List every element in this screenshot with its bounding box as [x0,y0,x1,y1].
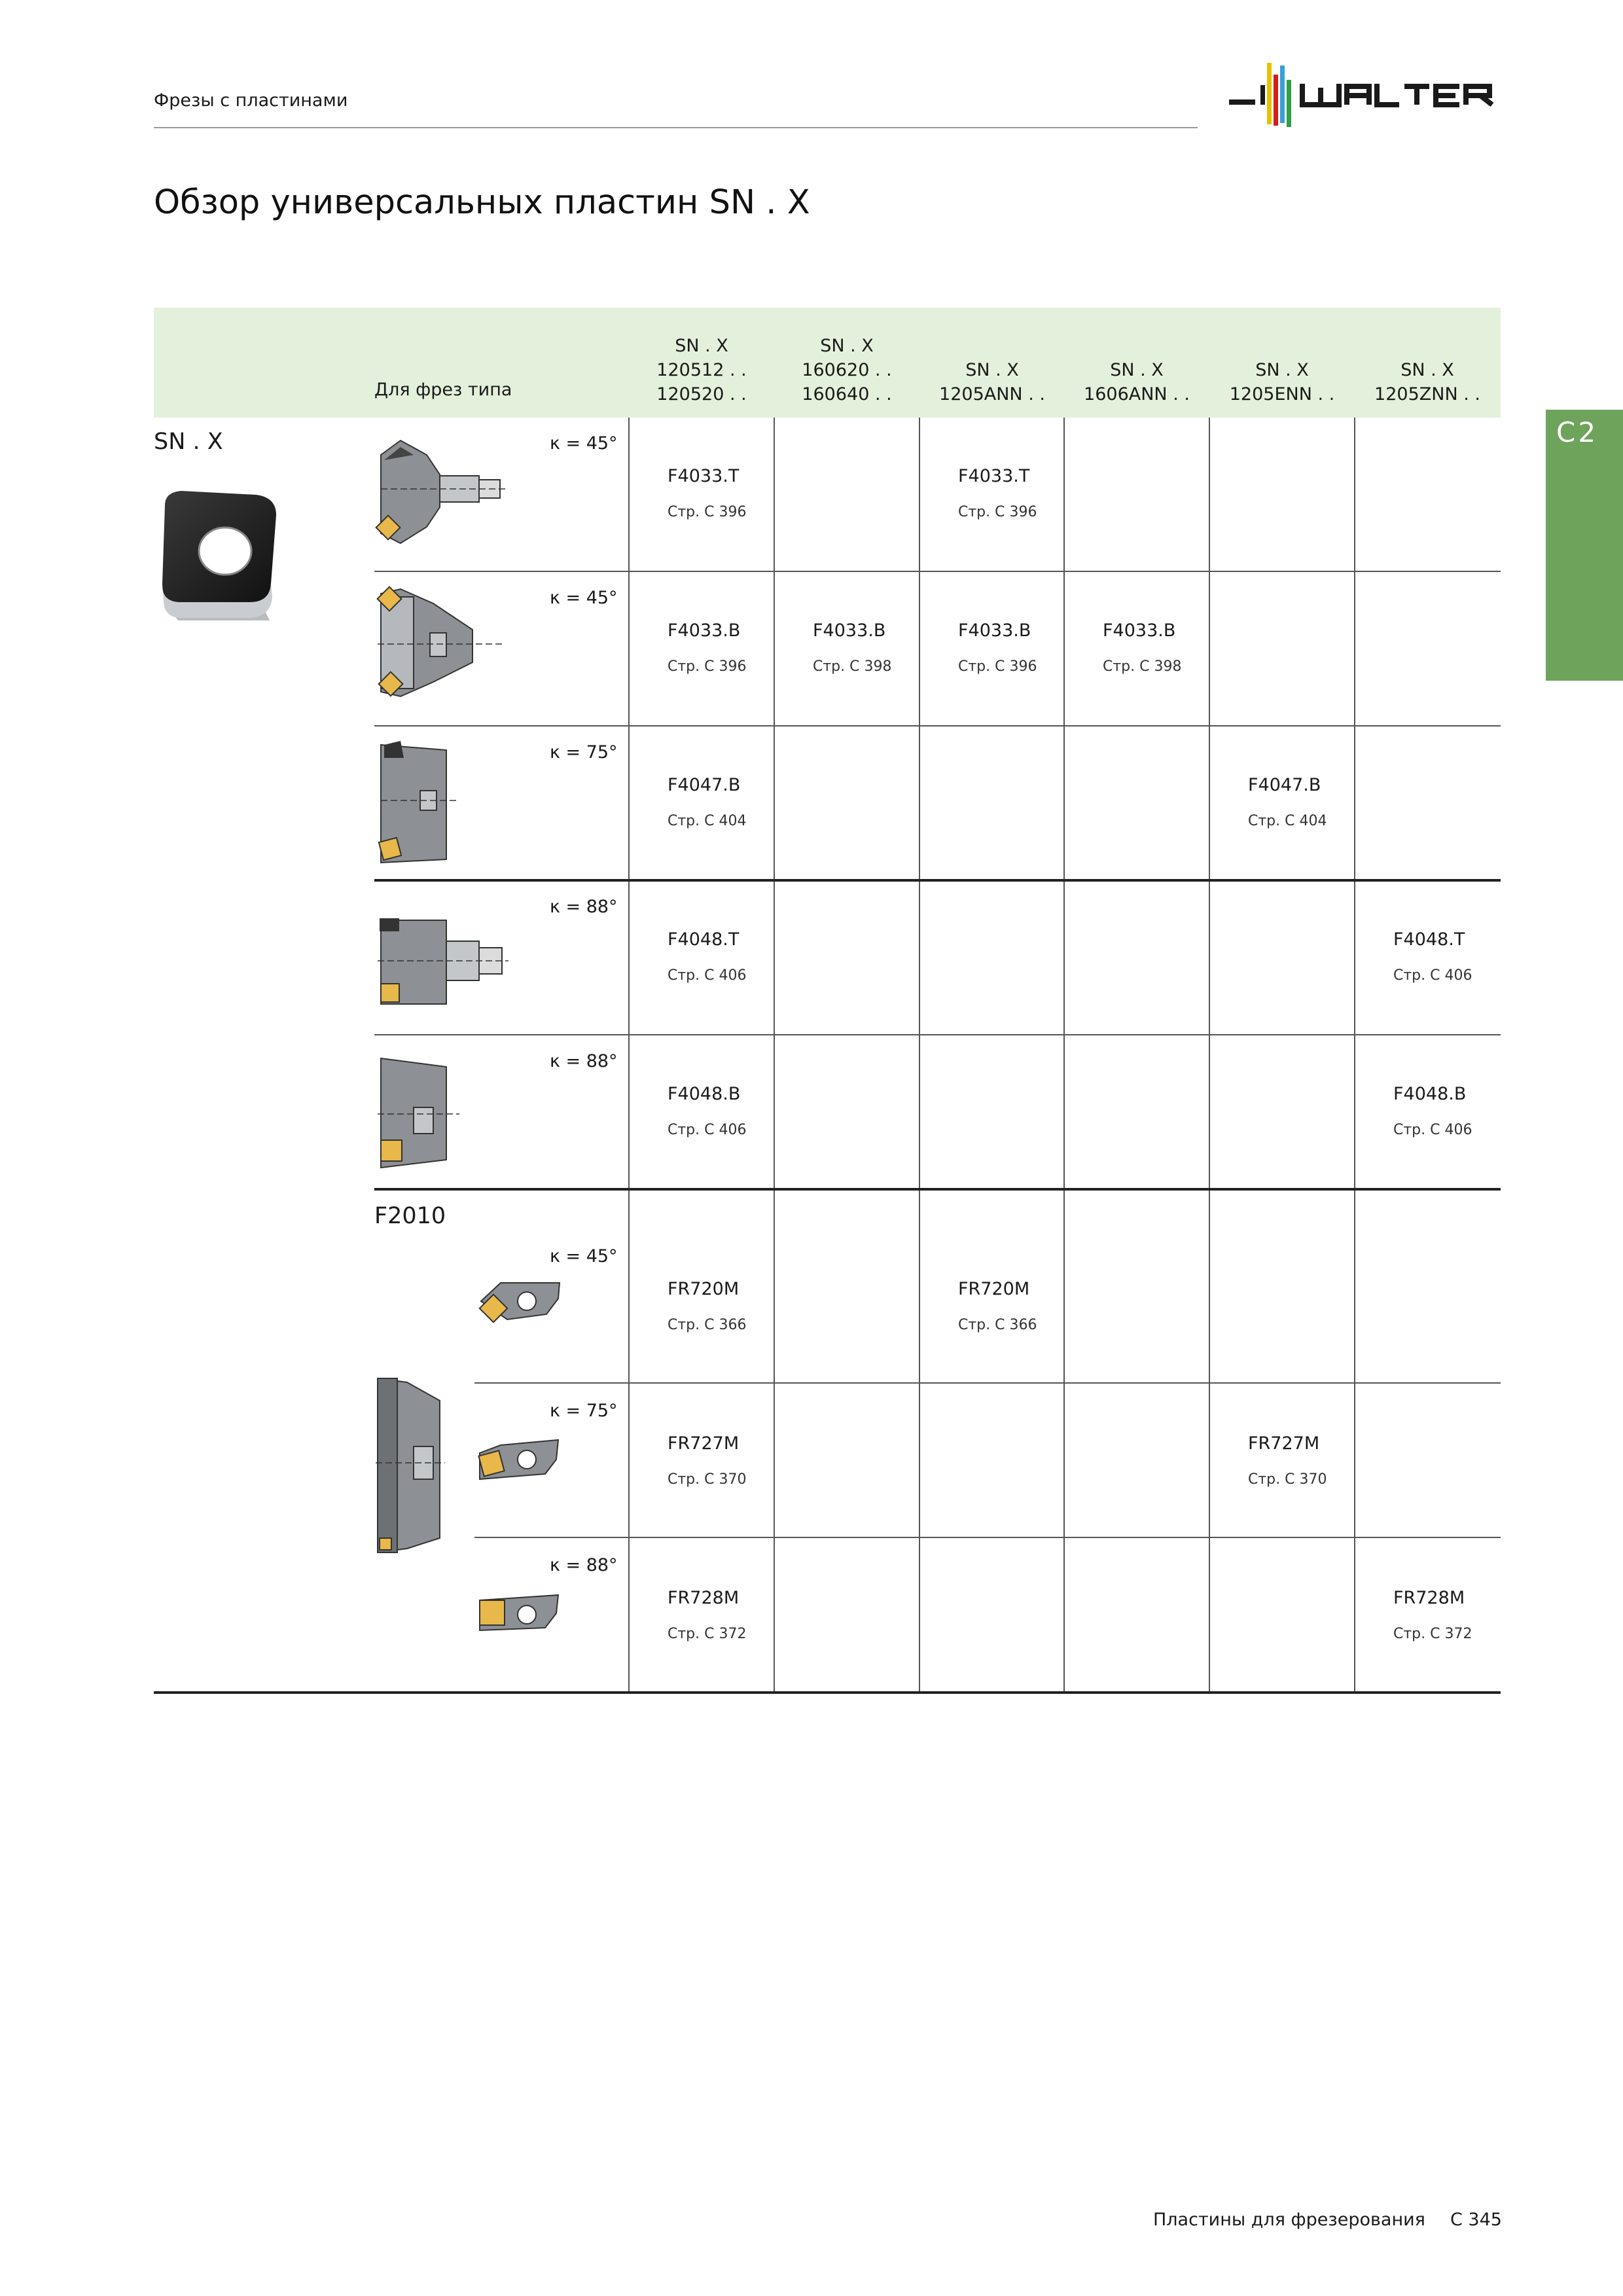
page-reference: Стр. C 406 [668,1122,747,1138]
page-reference: Стр. C 370 [1248,1471,1327,1488]
cartridge-fr727m-image [474,1433,563,1495]
page-reference: Стр. C 366 [958,1317,1037,1333]
column-divider [1063,418,1065,1693]
cutter-code-link[interactable]: F4033.B [813,620,886,641]
row-divider [374,1188,1501,1191]
cutter-code-link[interactable]: F4033.B [668,620,741,641]
header-divider [154,127,1198,128]
column-divider [1209,418,1210,1693]
column-header: SN . X 1205ENN . . [1229,360,1335,404]
page-reference: Стр. C 370 [668,1471,747,1488]
row-divider [374,571,1501,572]
brand-name: WALTER [1229,60,1232,61]
cutter-f4048t-image [374,915,512,1016]
column-header: SN . X 120512 . . 120520 . . [656,336,747,404]
cutter-f4047b-image [374,738,466,872]
page-reference: Стр. C 372 [668,1626,747,1642]
kappa-angle: κ = 88° [550,1051,618,1071]
kappa-angle: κ = 45° [550,588,618,608]
page-title: Обзор универсальных пластин SN . X [154,183,810,222]
kappa-angle: κ = 75° [550,1401,618,1421]
page-reference: Стр. C 406 [1393,1122,1472,1138]
page-reference: Стр. C 396 [668,658,747,675]
cutter-code-link[interactable]: FR727M [668,1433,740,1454]
page-reference: Стр. C 406 [1393,967,1472,984]
cutter-f4048b-image [374,1055,466,1175]
column-divider [1354,418,1355,1693]
page-reference: Стр. C 406 [668,967,747,984]
column-divider [628,418,630,1693]
cartridge-fr728m-image [474,1587,563,1649]
cutter-code-link[interactable]: FR720M [958,1279,1030,1299]
walter-logo [1229,60,1501,132]
row-divider [374,725,1501,726]
page-reference: Стр. C 366 [668,1317,747,1333]
page-reference: Стр. C 404 [668,813,747,829]
cutter-f4033t-image [374,435,512,556]
cutter-f2010-image [374,1374,446,1560]
cutter-code-link[interactable]: F4048.B [668,1084,741,1104]
kappa-angle: κ = 88° [550,1555,618,1575]
row-divider [474,1537,1501,1538]
column-header: SN . X 1205ZNN . . [1374,360,1480,404]
page-reference: Стр. C 372 [1393,1626,1472,1642]
chapter-tab-label: C2 [1556,416,1599,448]
column-header: SN . X 1205ANN . . [939,360,1045,404]
page-number: C 345 [1450,2210,1502,2230]
cutter-code-link[interactable]: F4048.B [1393,1084,1467,1104]
cutter-code-link[interactable]: F4033.T [958,466,1030,486]
cutter-code-link[interactable]: F4048.T [668,929,740,950]
sn-insert-image [152,486,279,620]
column-divider [919,418,920,1693]
kappa-angle: κ = 45° [550,433,618,454]
cutter-code-link[interactable]: F4048.T [1393,929,1465,950]
cutter-code-link[interactable]: F4033.T [668,466,740,486]
row-divider [474,1382,1501,1384]
cutter-code-link[interactable]: FR727M [1248,1433,1320,1454]
page-reference: Стр. C 398 [1103,658,1182,675]
cutter-code-link[interactable]: F4033.B [1103,620,1176,641]
cutter-code-link[interactable]: FR728M [668,1588,740,1608]
kappa-angle: κ = 88° [550,897,618,917]
cutter-code-link[interactable]: F4047.B [668,775,741,795]
cutter-code-link[interactable]: FR728M [1393,1588,1465,1608]
cutter-code-link[interactable]: F4033.B [958,620,1031,641]
cutter-f4033b-image [374,584,512,704]
table-bottom-border [154,1691,1501,1694]
column-header: SN . X 1606ANN . . [1084,360,1190,404]
section-title: Фрезы с пластинами [154,90,348,111]
cutter-code-link[interactable]: F4047.B [1248,775,1321,795]
chapter-tab[interactable] [1546,410,1623,681]
cartridge-fr720m-image [474,1275,563,1336]
page-reference: Стр. C 398 [813,658,892,675]
row-divider [374,879,1501,882]
row-divider [374,1034,1501,1035]
cutter-code-link[interactable]: FR720M [668,1279,740,1299]
insert-group-label: SN . X [154,429,223,455]
page-reference: Стр. C 396 [958,658,1037,675]
page-reference: Стр. C 404 [1248,813,1327,829]
f2010-label: F2010 [374,1203,446,1229]
page-reference: Стр. C 396 [668,504,747,520]
column-header: SN . X 160620 . . 160640 . . [802,336,892,404]
kappa-angle: κ = 45° [550,1246,618,1266]
for-cutter-type-label: Для фрез типа [374,380,512,400]
footer-section-title: Пластины для фрезерования [1153,2210,1425,2230]
kappa-angle: κ = 75° [550,742,618,762]
page-reference: Стр. C 396 [958,504,1037,520]
column-divider [774,418,775,1693]
